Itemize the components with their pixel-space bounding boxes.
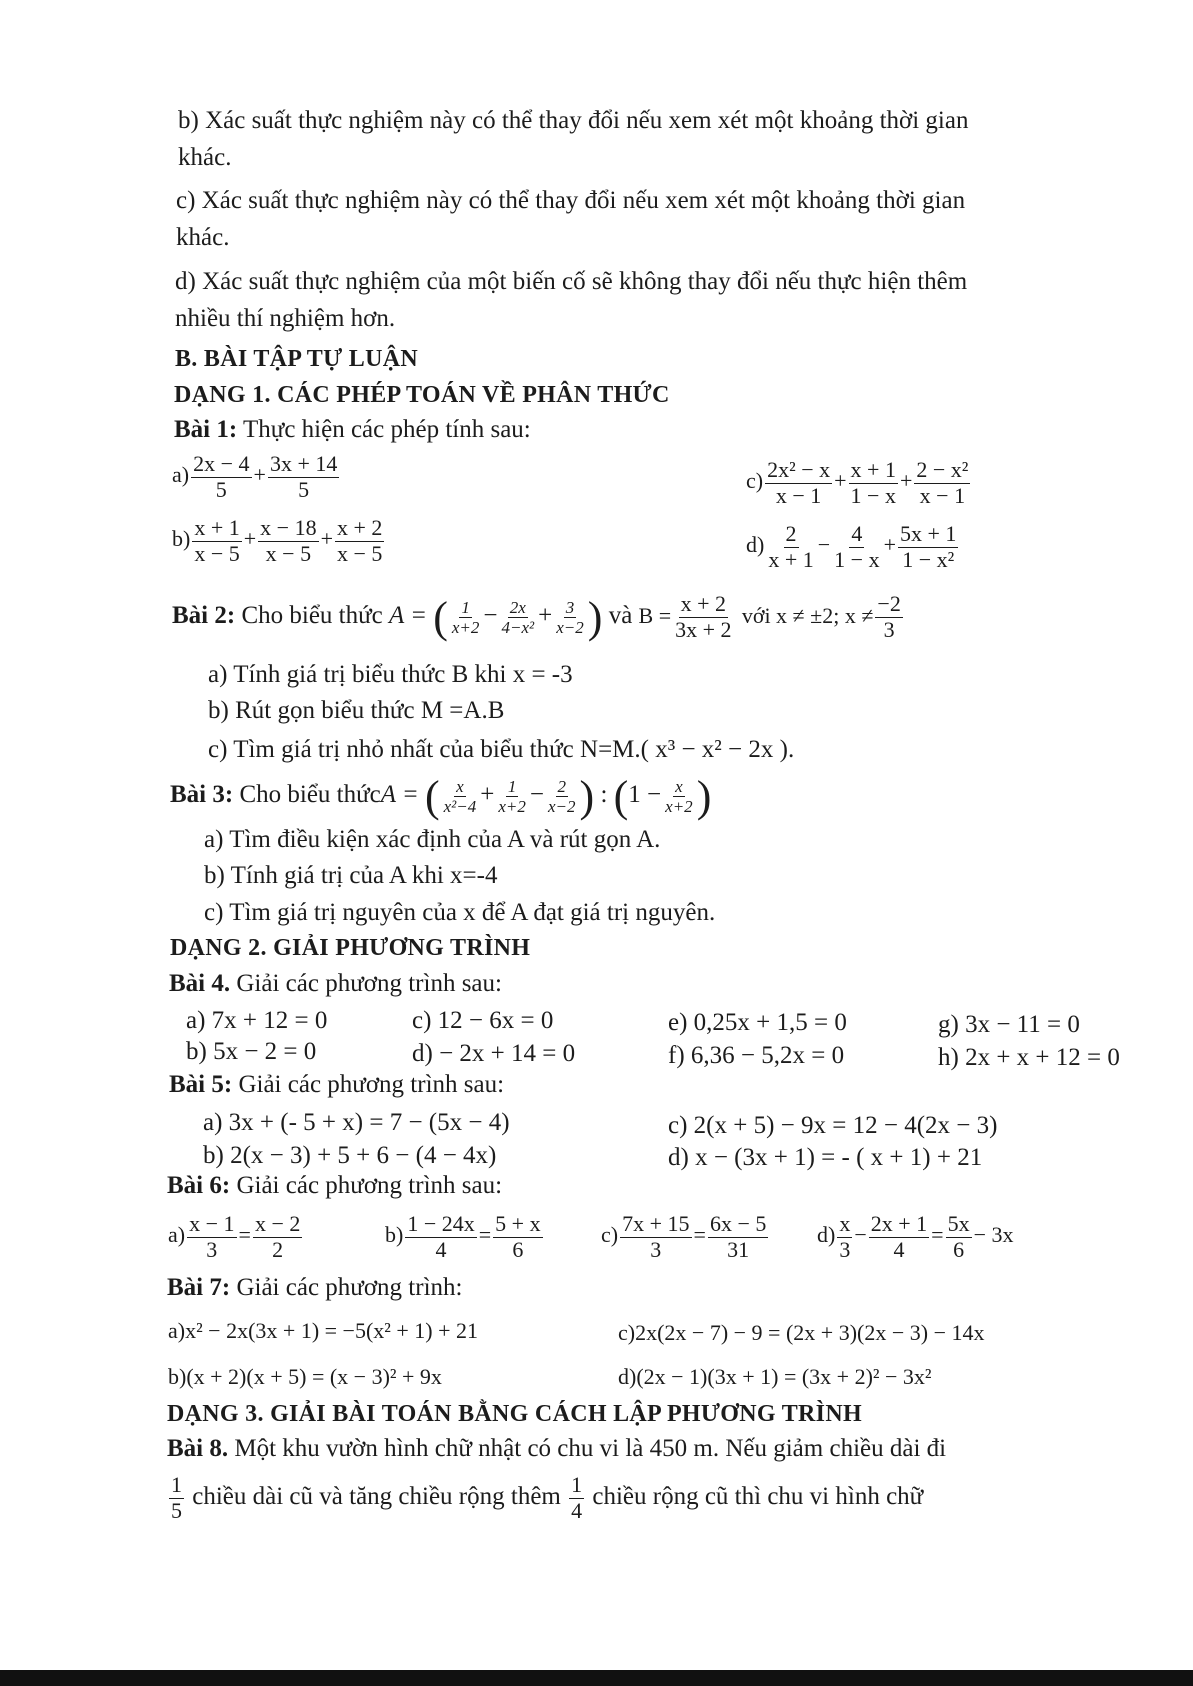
bai5-d: d) x − (3x + 1) = - ( x + 1) + 21: [668, 1144, 983, 1171]
bai8-text: Một khu vườn hình chữ nhật có chu vi là 450 m. Nếu giảm chiều dài đi: [228, 1435, 947, 1462]
bai7-prompt: [167, 1274, 462, 1302]
fraction: $\frac{x + 1}{1 - x}$: [850, 457, 896, 508]
operator: −: [817, 532, 831, 558]
operator: +: [899, 468, 913, 494]
bai2-item-c: c) Tìm giá trị nhỏ nhất của biểu thức N=M.( x³ − x² − 2x ).: [208, 736, 795, 763]
mcq-b-line2: khác.: [178, 144, 232, 171]
bai5-label: Bài 5:: [169, 1071, 233, 1098]
fraction: $\frac{x - 18}{x - 5}$: [260, 515, 317, 566]
fraction: $\frac{5x + 1}{\text{1 − x²}}$: [900, 521, 957, 572]
bai7-d: d)(2x − 1)(3x + 1) = (3x + 2)² − 3x²: [618, 1364, 932, 1389]
operator: −: [483, 602, 498, 630]
operator: −: [529, 781, 544, 809]
bai6-c: c) $\frac{7x + 15}{3}$ = $\frac{6x - 5}{31}$: [601, 1211, 767, 1262]
bai7-text: Giải các phương trình:: [230, 1274, 463, 1301]
bai2-B: B =: [638, 603, 672, 629]
operator: =: [238, 1222, 251, 1248]
operator: +: [320, 526, 334, 552]
bai4-c: c) 12 − 6x = 0: [412, 1007, 554, 1034]
bai8-label: Bài 8.: [167, 1435, 229, 1462]
bai6-prompt: [167, 1172, 502, 1200]
bai4-b: b) 5x − 2 = 0: [186, 1038, 317, 1065]
dang1-heading: DẠNG 1. CÁC PHÉP TOÁN VỀ PHÂN THỨC: [174, 382, 670, 408]
bai5-text: Giải các phương trình sau:: [232, 1071, 505, 1098]
bai1-d-prefix: d): [746, 532, 765, 558]
bai6-label: Bài 6:: [167, 1172, 231, 1199]
bai4-a: a) 7x + 12 = 0: [186, 1007, 328, 1034]
mcq-d-line1: d) Xác suất thực nghiệm của một biến cố sẽ không thay đổi nếu thực hiện thêm: [175, 268, 968, 295]
fraction: $\frac{2x - 4}{5}$: [193, 451, 250, 502]
bai1-a: [172, 452, 341, 502]
operator: =: [693, 1222, 706, 1248]
bai1-c-prefix: c): [746, 468, 764, 494]
bai6-b: b) $\frac{1 - 24x}{4}$ = $\frac{5 + x}{6}$: [385, 1211, 541, 1262]
bai8-mid: chiều dài cũ và tăng chiều rộng thêm: [192, 1482, 561, 1510]
operator: =: [478, 1222, 492, 1248]
fraction: $\frac{2}{x + 1}$: [768, 521, 814, 572]
operator: =: [931, 1222, 944, 1248]
fraction: $\frac{2x + 1}{4}$: [870, 1211, 928, 1262]
fraction: $\frac{x}{x+2}$: [665, 776, 693, 816]
bai7-b: b)(x + 2)(x + 5) = (x − 3)² + 9x: [168, 1364, 442, 1389]
operator: +: [253, 462, 266, 488]
bai4-h: h) 2x + x + 12 = 0: [938, 1044, 1120, 1071]
operator: :: [600, 781, 608, 809]
fraction: $\frac{3}{x-2}$: [556, 597, 584, 637]
fraction: $\frac{5x}{6}$: [947, 1211, 970, 1262]
bai2-label: Bài 2:: [172, 602, 236, 630]
fraction: $\frac{2}{x-2}$: [548, 776, 576, 816]
bai3-item-a: a) Tìm điều kiện xác định của A và rút gọn A.: [204, 826, 661, 853]
bai2-item-a: a) Tính giá trị biểu thức B khi x = -3: [208, 661, 573, 688]
fraction: $\frac{4}{1 - x}$: [834, 521, 880, 572]
bai3-intro: Cho biểu thức: [233, 781, 381, 809]
operator: −: [854, 1222, 867, 1248]
fraction: $\frac{\text{2x² − x}}{x - 1}$: [767, 457, 831, 508]
bai8-prompt: [167, 1435, 946, 1463]
fraction: $\frac{7x + 15}{3}$: [622, 1211, 690, 1262]
mcq-c-line1: c) Xác suất thực nghiệm này có thể thay đổi nếu xem xét một khoảng thời gian: [176, 187, 966, 214]
operator: +: [834, 468, 847, 494]
bai6-a: a) $\frac{x - 1}{3}$ = $\frac{x - 2}{2}$: [168, 1211, 301, 1262]
dang2-heading: DẠNG 2. GIẢI PHƯƠNG TRÌNH: [170, 935, 531, 961]
bai4-label: Bài 4.: [169, 970, 231, 997]
bai5-prompt: [169, 1071, 504, 1099]
bai7-a: a)x² − 2x(3x + 1) = −5(x² + 1) + 21: [168, 1318, 479, 1343]
fraction: $\frac{x + 2}{x - 5}$: [337, 515, 383, 566]
bai4-d: d) − 2x + 14 = 0: [412, 1040, 576, 1067]
bai2-prompt: Bài 2: Cho biểu thức A = ( $\frac{1}{x+2}$ − $\frac{2x}{\text{4−x²}}$ + $\frac{3}{x-2}$ ) và B = $\frac{x + 2}{3x + 2}$ với x ≠ ±2; x ≠ $\frac{-2}{3}$: [172, 591, 901, 642]
bai2-and: và: [608, 602, 633, 630]
bai3-item-b: b) Tính giá trị của A khi x=-4: [204, 862, 498, 889]
bai5-c: c) 2(x + 5) − 9x = 12 − 4(2x − 3): [668, 1112, 998, 1139]
mcq-c-line2: khác.: [176, 224, 230, 251]
fraction: $\frac{x + 2}{3x + 2}$: [675, 591, 732, 642]
operator: +: [538, 602, 553, 630]
fraction: $\frac{-2}{3}$: [877, 591, 901, 642]
bai8-line2: [167, 1473, 923, 1523]
bai3-A: A =: [380, 781, 419, 809]
fraction: $\frac{1}{x+2}$: [498, 776, 526, 816]
operator: +: [883, 532, 897, 558]
mcq-d-line2: nhiều thí nghiệm hơn.: [175, 305, 396, 332]
fraction: $\frac{x}{3}$: [839, 1211, 851, 1262]
fraction: $\frac{x - 1}{3}$: [189, 1211, 235, 1262]
fraction: $\frac{1}{x+2}$: [451, 597, 480, 637]
bai5-b: b) 2(x − 3) + 5 + 6 − (4 − 4x): [203, 1142, 497, 1169]
fraction: $\frac{1}{4}$: [571, 1472, 583, 1523]
bai3-label: Bài 3:: [170, 781, 234, 809]
bai2-condition: với x ≠ ±2; x ≠: [741, 603, 874, 629]
bai1-prompt: [174, 416, 531, 444]
bai3-prompt: Bài 3: Cho biểu thứcA = ( $\frac{x}{\text{x²−4}}$ + $\frac{1}{x+2}$ − $\frac{2}{x-2}$ ) : (1 − $\frac{x}{x+2}$ ): [170, 772, 712, 821]
fraction: $\frac{1}{5}$: [171, 1472, 182, 1523]
bai1-a-prefix: a): [172, 462, 190, 488]
operator: +: [243, 526, 257, 552]
bai2-intro: Cho biểu thức: [235, 602, 390, 630]
bai1-c: [746, 458, 972, 508]
fraction: $\frac{x + 1}{x - 5}$: [194, 515, 240, 566]
bai3-item-c: c) Tìm giá trị nguyên của x để A đạt giá trị nguyên.: [204, 899, 716, 926]
fraction: $\frac{x}{\text{x²−4}}$: [443, 776, 477, 816]
fraction: $\frac{3x + 14}{5}$: [269, 451, 338, 502]
bai7-label: Bài 7:: [167, 1274, 231, 1301]
bai6-text: Giải các phương trình sau:: [230, 1172, 503, 1199]
scan-bottom-edge: [0, 1670, 1193, 1686]
mcq-b-line1: b) Xác suất thực nghiệm này có thể thay đổi nếu xem xét một khoảng thời gian: [178, 107, 969, 134]
fraction: $\frac{2x}{\text{4−x²}}$: [501, 597, 535, 637]
fraction: $\frac{1 - 24x}{4}$: [407, 1211, 475, 1262]
bai4-g: g) 3x − 11 = 0: [938, 1011, 1080, 1038]
fraction: $\frac{5 + x}{6}$: [495, 1211, 541, 1262]
fraction: $\frac{6x - 5}{31}$: [709, 1211, 767, 1262]
bai1-b-prefix: b): [172, 526, 191, 552]
bai4-prompt: [169, 970, 502, 998]
bai1-d: [746, 522, 960, 572]
section-b-heading: B. BÀI TẬP TỰ LUẬN: [175, 346, 419, 372]
bai5-a: a) 3x + (- 5 + x) = 7 − (5x − 4): [203, 1109, 510, 1136]
bai7-c: c)2x(2x − 7) − 9 = (2x + 3)(2x − 3) − 14x: [618, 1320, 985, 1345]
bai4-f: f) 6,36 − 5,2x = 0: [668, 1042, 845, 1069]
bai1-text: Thực hiện các phép tính sau:: [237, 416, 531, 443]
bai6-d: d) $\frac{x}{3}$ − $\frac{2x + 1}{4}$ = $\frac{5x}{6}$ − 3x: [817, 1211, 1014, 1262]
fraction: $\frac{x - 2}{2}$: [254, 1211, 301, 1262]
bai1-b: [172, 516, 386, 566]
bai1-label: Bài 1:: [174, 416, 238, 443]
bai2-item-b: b) Rút gọn biểu thức M =A.B: [208, 697, 505, 724]
bai8-end: chiều rộng cũ thì chu vi hình chữ: [592, 1482, 924, 1510]
dang3-heading: DẠNG 3. GIẢI BÀI TOÁN BẰNG CÁCH LẬP PHƯƠNG TRÌNH: [167, 1401, 862, 1427]
bai4-text: Giải các phương trình sau:: [230, 970, 502, 997]
bai2-A: A =: [389, 602, 427, 630]
bai3-one-minus: 1 −: [628, 781, 662, 809]
fraction: $\frac{\text{2 − x²}}{x - 1}$: [916, 457, 969, 508]
bai4-e: e) 0,25x + 1,5 = 0: [668, 1009, 847, 1036]
operator: +: [480, 781, 495, 809]
